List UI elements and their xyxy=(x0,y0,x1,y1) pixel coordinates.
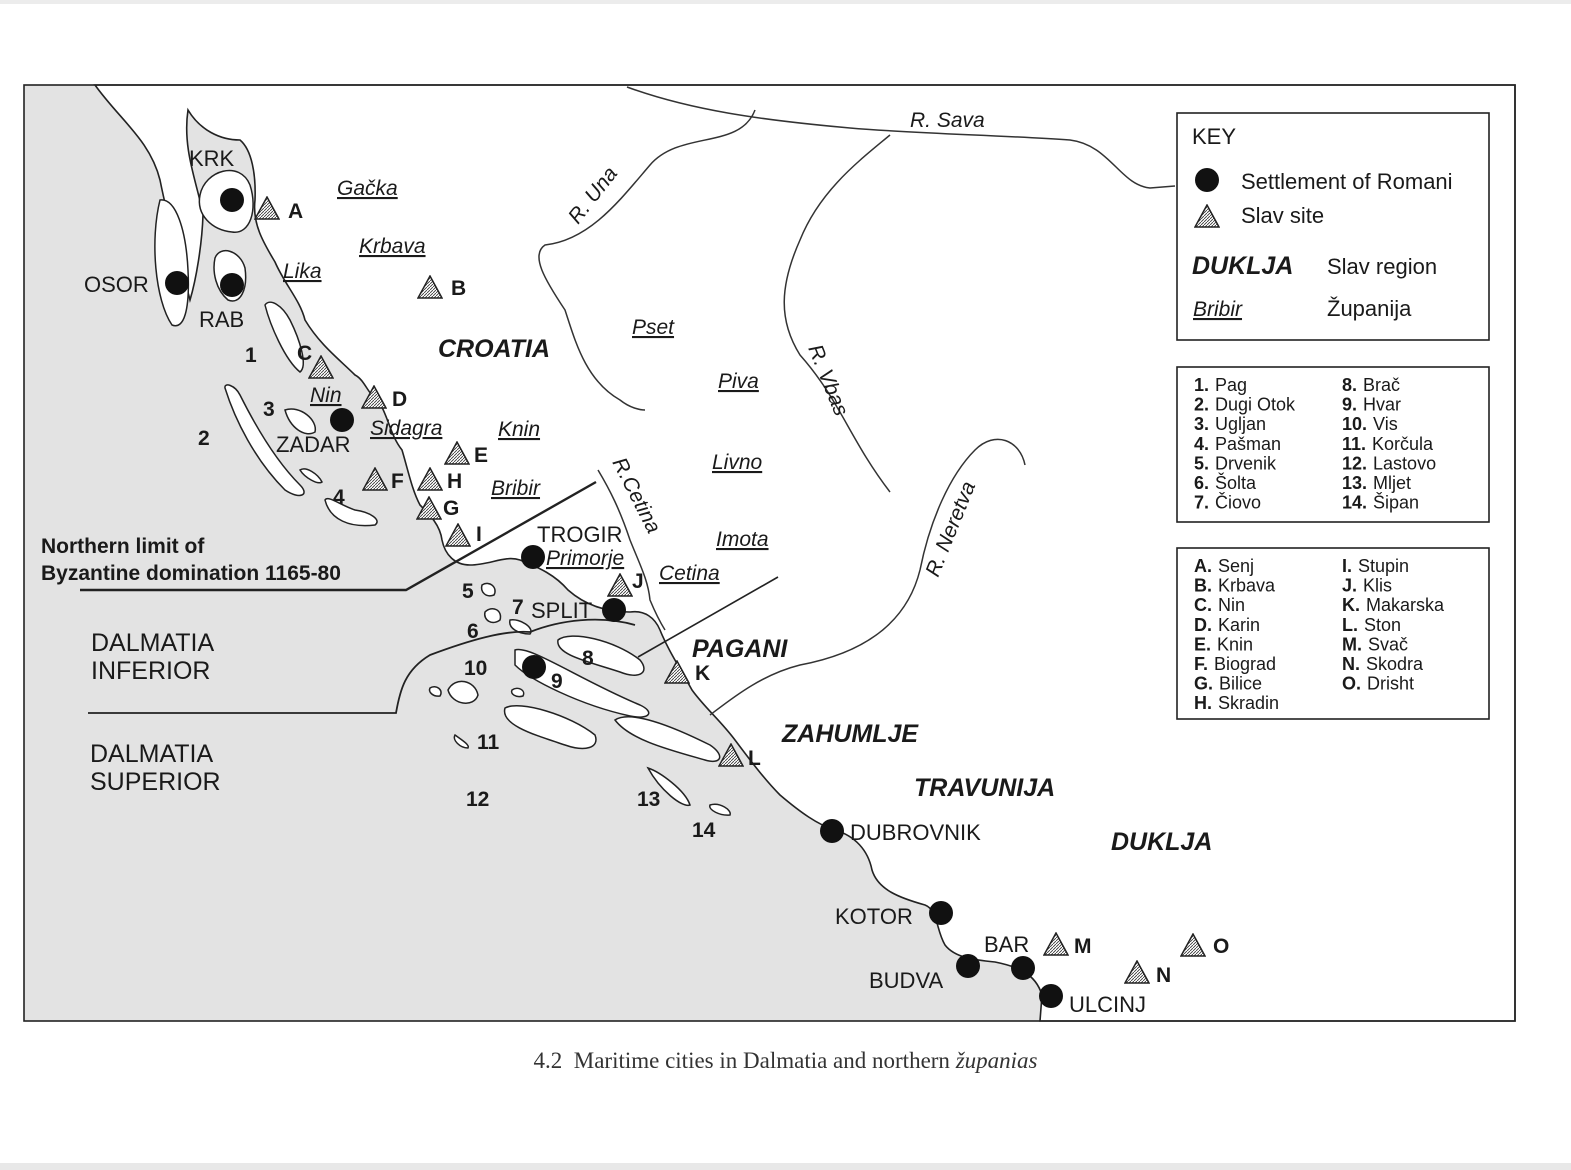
site-legend-row-6 xyxy=(1194,654,1276,674)
zupanija-gacka: Gačka xyxy=(337,177,398,200)
island-legend-row-8 xyxy=(1342,375,1400,395)
dalmatia-superior-line1: DALMATIA xyxy=(90,740,214,768)
dalmatia-superior-line2: SUPERIOR xyxy=(90,768,221,796)
zupanija-pset: Pset xyxy=(632,316,675,339)
site-legend-row-14 xyxy=(1342,654,1424,674)
region-pagani: PAGANI xyxy=(692,635,788,663)
zupanija-krbava: Krbava xyxy=(359,235,426,258)
island-legend-row-5 xyxy=(1194,453,1277,473)
dot-bar xyxy=(1011,956,1035,980)
dot-kotor xyxy=(929,901,953,925)
site-legend-row-key-4: D. xyxy=(1194,614,1212,635)
islands-legend xyxy=(1177,367,1489,522)
site-legend-row-name-2: Krbava xyxy=(1218,575,1276,596)
site-legend-row-name-1: Senj xyxy=(1218,556,1255,576)
city-ulcinj: ULCINJ xyxy=(1069,992,1147,1017)
site-letter-b: B xyxy=(451,277,467,300)
island-num-5: 5 xyxy=(462,580,474,603)
city-split: SPLIT xyxy=(531,598,593,623)
river-label-vbas: R. Vbas xyxy=(803,341,853,420)
island-num-14: 14 xyxy=(692,819,716,842)
zupanija-livno: Livno xyxy=(712,451,763,474)
river-label-una: R. Una xyxy=(563,162,623,229)
island-legend-row-3 xyxy=(1194,414,1266,434)
island-legend-row-key-4: 4. xyxy=(1194,433,1210,454)
island-legend-row-key-3: 3. xyxy=(1194,414,1210,435)
site-legend-row-name-13: Svač xyxy=(1368,634,1409,655)
island-legend-row-key-6: 6. xyxy=(1194,473,1210,493)
dalmatia-inferior-line2: INFERIOR xyxy=(91,657,211,685)
site-legend-row-key-11: K. xyxy=(1342,595,1360,616)
city-dubrovnik: DUBROVNIK xyxy=(850,820,981,845)
island-legend-row-name-11: Korčula xyxy=(1372,433,1434,454)
island-num-12: 12 xyxy=(466,788,490,811)
island-legend-row-name-13: Mljet xyxy=(1373,473,1412,493)
island-num-7: 7 xyxy=(512,596,524,619)
dot-hvar xyxy=(522,655,546,679)
island-legend-row-name-7: Čiovo xyxy=(1215,492,1262,513)
dalmatia-inferior-line1: DALMATIA xyxy=(91,629,215,657)
site-letter-g: G xyxy=(443,497,460,520)
city-krk: KRK xyxy=(189,146,235,171)
site-legend-row-name-9: Stupin xyxy=(1358,556,1410,576)
zupanija-knin: Knin xyxy=(498,418,541,441)
island-legend-row-key-13: 13. xyxy=(1342,473,1368,493)
site-legend-row-10 xyxy=(1342,576,1392,596)
key-zupanija-desc: Županija xyxy=(1327,296,1412,321)
site-legend-row-7 xyxy=(1194,674,1262,694)
site-letter-f: F xyxy=(391,470,404,493)
key-box xyxy=(1177,113,1489,340)
island-legend-row-name-6: Šolta xyxy=(1215,473,1257,493)
caption-italic: županias xyxy=(955,1048,1038,1073)
zupanija-piva: Piva xyxy=(718,370,759,393)
island-num-4: 4 xyxy=(333,486,345,509)
island-num-6: 6 xyxy=(467,620,479,643)
site-legend-row-name-4: Karin xyxy=(1218,614,1261,635)
site-legend-row-name-5: Knin xyxy=(1217,634,1254,655)
site-legend-row-11 xyxy=(1342,595,1445,615)
key-settlement-label: Settlement of Romani xyxy=(1241,169,1453,194)
site-letter-k: K xyxy=(695,662,711,685)
dot-osor xyxy=(165,271,189,295)
island-drvenik xyxy=(482,583,495,595)
limit-label-line1: Northern limit of xyxy=(41,535,205,558)
site-legend-row-name-6: Biograd xyxy=(1214,654,1277,674)
zupanija-imota: Imota xyxy=(716,528,769,551)
key-region-example: DUKLJA xyxy=(1192,252,1294,280)
zupanija-bribir: Bribir xyxy=(491,477,541,500)
caption-number: 4.2 xyxy=(533,1048,563,1073)
island-legend-row-name-3: Ugljan xyxy=(1215,414,1267,435)
site-legend-row-name-12: Ston xyxy=(1364,614,1402,635)
river-label-sava: R. Sava xyxy=(910,109,985,132)
dot-ulcinj xyxy=(1039,984,1063,1008)
island-num-8: 8 xyxy=(582,647,594,670)
key-region-desc: Slav region xyxy=(1327,254,1438,279)
river-label-cetina: R.Cetina xyxy=(607,453,666,538)
island-legend-row-9 xyxy=(1342,395,1401,415)
site-legend-row-1 xyxy=(1194,556,1254,576)
sites-legend xyxy=(1177,548,1489,719)
site-letter-j: J xyxy=(632,570,644,593)
site-legend-row-name-8: Skradin xyxy=(1218,693,1280,714)
site-legend-row-8 xyxy=(1194,693,1279,713)
island-legend-row-name-8: Brač xyxy=(1363,375,1401,395)
region-duklja: DUKLJA xyxy=(1111,828,1213,856)
island-legend-row-name-1: Pag xyxy=(1215,375,1248,395)
dot-split xyxy=(602,598,626,622)
island-num-3: 3 xyxy=(263,398,275,421)
site-legend-row-key-2: B. xyxy=(1194,575,1212,596)
island-legend-row-key-12: 12. xyxy=(1342,453,1368,474)
island-legend-row-name-14: Šipan xyxy=(1373,492,1420,513)
site-legend-row-name-3: Nin xyxy=(1218,595,1246,616)
island-legend-row-key-9: 9. xyxy=(1342,394,1358,415)
site-legend-row-name-11: Makarska xyxy=(1366,595,1445,616)
island-num-11: 11 xyxy=(477,731,500,754)
island-legend-row-14 xyxy=(1342,492,1419,513)
city-trogir: TROGIR xyxy=(537,522,623,547)
site-letter-o: O xyxy=(1213,935,1230,958)
bottom-strip xyxy=(0,1163,1571,1170)
site-legend-row-key-1: A. xyxy=(1194,556,1212,576)
site-letter-i: I xyxy=(476,523,482,546)
city-rab: RAB xyxy=(199,307,245,332)
site-legend-row-4 xyxy=(1194,615,1260,635)
dot-budva xyxy=(956,954,980,978)
island-legend-row-key-11: 11. xyxy=(1342,433,1367,454)
key-title: KEY xyxy=(1192,124,1237,149)
island-legend-row-key-2: 2. xyxy=(1194,394,1210,415)
site-letter-a: A xyxy=(288,200,304,223)
city-osor: OSOR xyxy=(84,272,149,297)
caption-text: Maritime cities in Dalmatia and northern xyxy=(573,1048,950,1073)
site-legend-row-key-12: L. xyxy=(1342,614,1358,635)
region-travunija: TRAVUNIJA xyxy=(914,774,1056,802)
site-legend-row-key-15: O. xyxy=(1342,673,1362,694)
dot-trogir xyxy=(521,545,545,569)
zupanija-lika: Lika xyxy=(283,260,322,283)
island-legend-row-11 xyxy=(1342,434,1434,454)
site-letter-e: E xyxy=(474,444,489,467)
site-legend-row-key-3: C. xyxy=(1194,595,1212,616)
dot-rab xyxy=(220,273,244,297)
city-budva: BUDVA xyxy=(869,968,944,993)
site-legend-row-15 xyxy=(1342,674,1414,694)
key-settlement-icon xyxy=(1195,168,1219,192)
site-legend-row-key-9: I. xyxy=(1342,556,1353,576)
island-num-13: 13 xyxy=(637,788,661,811)
island-legend-row-6 xyxy=(1194,472,1257,493)
dot-krk xyxy=(220,188,244,212)
island-num-2: 2 xyxy=(198,427,210,450)
site-legend-row-key-5: E. xyxy=(1194,634,1212,655)
zupanija-sidagra: Sidagra xyxy=(370,417,443,440)
island-legend-row-key-5: 5. xyxy=(1194,453,1210,474)
zupanija-nin: Nin xyxy=(310,384,342,407)
site-legend-row-name-7: Bilice xyxy=(1219,673,1263,694)
key-slav-site-label: Slav site xyxy=(1241,203,1325,228)
site-legend-row-key-14: N. xyxy=(1342,654,1360,674)
site-letter-l: L xyxy=(748,747,761,770)
site-letter-c: C xyxy=(297,342,313,365)
city-kotor: KOTOR xyxy=(835,904,913,929)
island-legend-row-key-14: 14. xyxy=(1342,492,1368,513)
island-legend-row-name-4: Pašman xyxy=(1215,433,1282,454)
site-letter-d: D xyxy=(392,388,408,411)
limit-label-line2: Byzantine domination 1165-80 xyxy=(41,562,341,585)
site-legend-row-3 xyxy=(1194,595,1245,615)
site-legend-row-key-6: F. xyxy=(1194,654,1209,674)
site-legend-row-key-8: H. xyxy=(1194,693,1212,714)
site-letter-m: M xyxy=(1074,935,1092,958)
island-legend-row-name-5: Drvenik xyxy=(1215,453,1277,474)
zupanija-primorje: Primorje xyxy=(546,547,625,570)
site-legend-row-name-14: Skodra xyxy=(1366,654,1424,674)
island-legend-row-key-1: 1. xyxy=(1194,375,1210,395)
island-legend-row-key-10: 10. xyxy=(1342,414,1368,435)
island-legend-row-name-10: Vis xyxy=(1373,414,1398,435)
dot-zadar xyxy=(330,408,354,432)
island-legend-row-4 xyxy=(1194,434,1281,454)
site-legend-row-key-13: M. xyxy=(1342,634,1362,655)
island-legend-row-1 xyxy=(1194,375,1247,395)
city-zadar: ZADAR xyxy=(276,432,351,457)
site-legend-row-5 xyxy=(1194,634,1253,654)
site-legend-row-name-10: Klis xyxy=(1363,575,1393,596)
island-num-9: 9 xyxy=(551,670,563,693)
zupanija-cetina: Cetina xyxy=(659,562,720,585)
site-legend-row-2 xyxy=(1194,576,1276,596)
island-legend-row-key-8: 8. xyxy=(1342,375,1358,395)
key-zupanija-example: Bribir xyxy=(1193,298,1243,321)
island-legend-row-12 xyxy=(1342,453,1436,473)
island-legend-row-key-7: 7. xyxy=(1194,492,1210,513)
island-num-1: 1 xyxy=(245,344,257,367)
site-letter-h: H xyxy=(447,470,463,493)
island-solta xyxy=(485,609,501,623)
site-legend-row-12 xyxy=(1342,615,1401,635)
region-zahumlje: ZAHUMLJE xyxy=(782,720,919,748)
site-legend-row-key-7: G. xyxy=(1194,673,1214,694)
island-legend-row-13 xyxy=(1342,473,1411,493)
city-bar: BAR xyxy=(984,932,1030,957)
island-legend-row-name-9: Hvar xyxy=(1363,394,1402,415)
site-legend-row-key-10: J. xyxy=(1342,575,1358,596)
island-legend-row-name-12: Lastovo xyxy=(1373,453,1437,474)
site-legend-row-13 xyxy=(1342,634,1408,654)
river-label-neretva: R. Neretva xyxy=(921,478,981,580)
figure-caption xyxy=(0,1048,1571,1074)
dot-dubrovnik xyxy=(820,819,844,843)
site-letter-n: N xyxy=(1156,964,1172,987)
region-croatia: CROATIA xyxy=(438,335,551,363)
island-num-10: 10 xyxy=(464,657,488,680)
site-legend-row-name-15: Drisht xyxy=(1367,673,1415,694)
island-legend-row-name-2: Dugi Otok xyxy=(1215,394,1296,415)
island-legend-row-7 xyxy=(1194,492,1261,513)
